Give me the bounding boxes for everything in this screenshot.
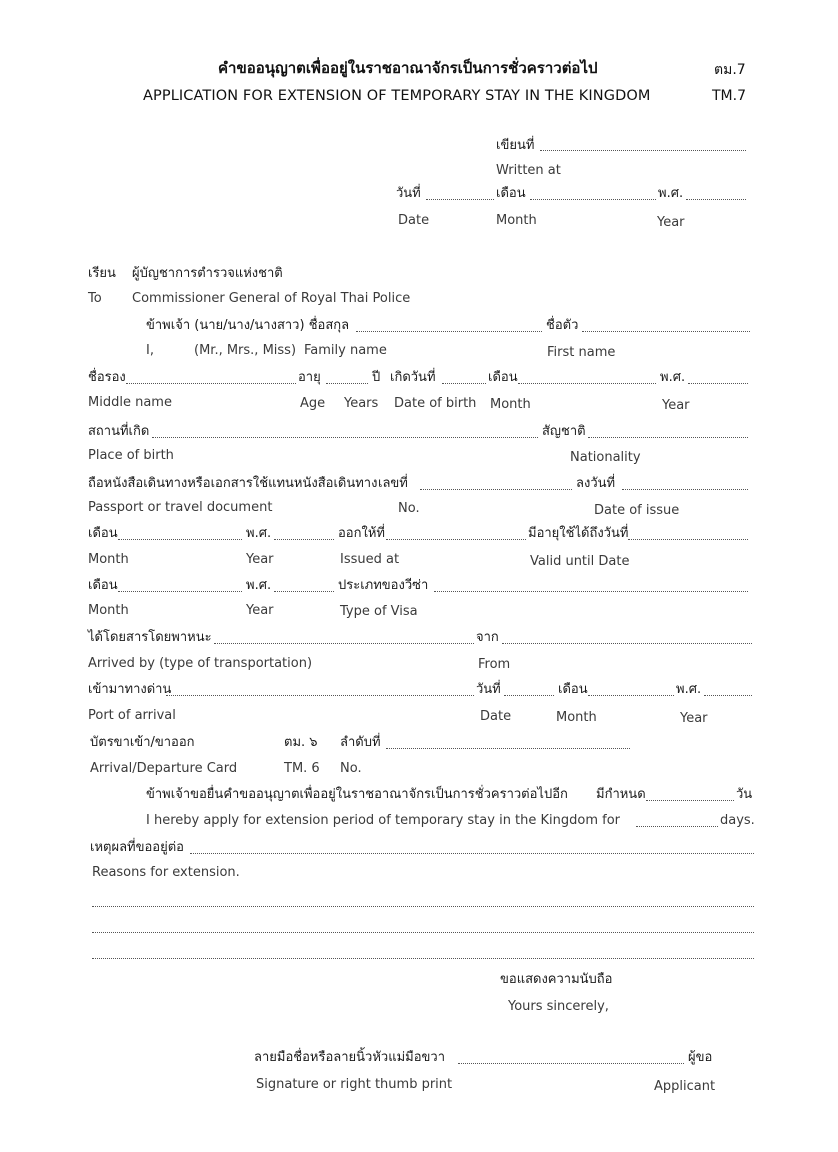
age-label-thai: อายุ: [298, 370, 321, 385]
from-field[interactable]: [502, 643, 752, 644]
year-label-thai: พ.ศ.: [658, 186, 684, 201]
family-name-label: Family name: [304, 343, 387, 358]
card-number-field[interactable]: [386, 748, 630, 749]
applicant-name-label-thai: ข้าพเจ้า (นาย/นาง/นางสาว) ชื่อสกุล: [146, 318, 350, 333]
card-label-thai: บัตรขาเข้า/ขาออก: [90, 735, 195, 750]
written-at-label-thai: เขียนที่: [496, 138, 535, 153]
recipient: Commissioner General of Royal Thai Police: [132, 291, 411, 306]
issued-at-label: Issued at: [340, 552, 400, 567]
dob-year-field[interactable]: [688, 383, 748, 384]
month-label-thai: เดือน: [496, 186, 526, 201]
place-of-birth-label: Place of birth: [88, 448, 174, 463]
written-at-label: Written at: [496, 163, 561, 178]
valid-until-label-thai: มีอายุใช้ได้ถึงวันที่: [528, 526, 629, 541]
issue-month-field[interactable]: [118, 539, 242, 540]
visa-type-field[interactable]: [434, 591, 748, 592]
passport-label: Passport or travel document: [88, 500, 273, 515]
tm6-label: TM. 6: [284, 761, 320, 776]
passport-no-label-thai: เลขที่: [378, 476, 408, 491]
dob-label-thai: เกิดวันที่: [390, 370, 436, 385]
date-month-field[interactable]: [530, 199, 656, 200]
applicant-label-thai: ผู้ขอ: [688, 1050, 713, 1065]
arrival-month-label: Month: [556, 710, 597, 725]
family-name-field[interactable]: [356, 331, 542, 332]
dob-label: Date of birth: [394, 396, 477, 411]
transportation-field[interactable]: [214, 643, 474, 644]
dob-year-label-thai: พ.ศ.: [660, 370, 686, 385]
visa-type-label: Type of Visa: [340, 604, 418, 619]
issue-month-label: Month: [88, 552, 129, 567]
signature-label-thai: ลายมือชื่อหรือลายนิ้วหัวแม่มือขวา: [254, 1050, 446, 1065]
written-at-field[interactable]: [540, 150, 746, 151]
first-name-field[interactable]: [582, 331, 750, 332]
date-year-field[interactable]: [686, 199, 746, 200]
visa-month-label: Month: [88, 603, 129, 618]
years-label-thai: ปี: [372, 370, 381, 385]
arrival-year-label-thai: พ.ศ.: [676, 682, 702, 697]
issue-date-label: Date of issue: [594, 503, 680, 518]
dob-month-field[interactable]: [518, 383, 656, 384]
signature-field[interactable]: [458, 1063, 684, 1064]
signature-label: Signature or right thumb print: [256, 1077, 453, 1092]
form-title-thai: คำขออนุญาตเพื่ออยู่ในราชอาณาจักรเป็นการชั่วคราวต่อไป: [218, 59, 598, 77]
arrival-date-label: Date: [480, 709, 512, 724]
issue-date-field[interactable]: [622, 489, 748, 490]
tm6-label-thai: ตม. ๖: [284, 735, 318, 750]
issued-at-label-thai: ออกให้ที่: [338, 526, 385, 541]
dob-year-label: Year: [662, 398, 690, 413]
date-day-field[interactable]: [426, 199, 494, 200]
nationality-label: Nationality: [570, 450, 641, 465]
reasons-field-line-4[interactable]: [92, 958, 754, 959]
arrival-year-label: Year: [680, 711, 708, 726]
form-title-english: APPLICATION FOR EXTENSION OF TEMPORARY STAY IN THE KINGDOM: [143, 88, 651, 104]
passport-label-thai: ถือหนังสือเดินทางหรือเอกสารใช้แทนหนังสือเดินทาง: [88, 476, 378, 491]
form-code-thai: ตม.7: [714, 62, 746, 78]
visa-year-label-thai: พ.ศ.: [246, 578, 272, 593]
port-label: Port of arrival: [88, 708, 176, 723]
closing-thai: ขอแสดงความนับถือ: [500, 972, 613, 987]
middle-name-label-thai: ชื่อรอง: [88, 370, 126, 385]
valid-until-label: Valid until Date: [530, 554, 630, 569]
to-label-thai: เรียน: [88, 266, 116, 281]
issue-year-label: Year: [246, 552, 274, 567]
first-name-label: First name: [547, 345, 616, 360]
closing: Yours sincerely,: [508, 999, 609, 1014]
visa-month-label-thai: เดือน: [88, 578, 118, 593]
visa-year-label: Year: [246, 603, 274, 618]
visa-month-field[interactable]: [118, 591, 242, 592]
place-of-birth-label-thai: สถานที่เกิด: [88, 424, 150, 439]
from-label-thai: จาก: [476, 630, 499, 645]
middle-name-label: Middle name: [88, 395, 172, 410]
middle-name-field[interactable]: [126, 383, 296, 384]
to-label: To: [88, 291, 102, 306]
first-name-label-thai: ชื่อตัว: [546, 318, 579, 333]
passport-number-field[interactable]: [420, 489, 572, 490]
issue-month-label-thai: เดือน: [88, 526, 118, 541]
port-label-thai: เข้ามาทางด่าน: [88, 682, 172, 697]
issue-date-label-thai: ลงวันที่: [576, 476, 616, 491]
days-label-thai: วัน: [736, 787, 753, 802]
arrival-month-label-thai: เดือน: [558, 682, 588, 697]
period-label-thai: มีกำหนด: [596, 787, 646, 802]
arrived-by-label-thai: ได้โดยสารโดยพาหนะ: [88, 630, 212, 645]
period-days-field-thai[interactable]: [646, 800, 734, 801]
nationality-field[interactable]: [588, 437, 748, 438]
period-days-field[interactable]: [636, 826, 718, 827]
form-code-english: TM.7: [712, 88, 746, 104]
dob-month-label-thai: เดือน: [488, 370, 518, 385]
arrival-month-field[interactable]: [588, 695, 674, 696]
from-label: From: [478, 657, 511, 672]
reasons-field-line-2[interactable]: [92, 906, 754, 907]
nationality-label-thai: สัญชาติ: [542, 424, 586, 439]
apply-statement-thai: ข้าพเจ้าขอยื่นคำขออนุญาตเพื่ออยู่ในราชอาณาจักรเป็นการชั่วคราวต่อไปอีก: [146, 787, 568, 802]
years-label: Years: [344, 396, 379, 411]
reasons-label-thai: เหตุผลที่ขออยู่ต่อ: [90, 840, 184, 855]
dob-month-label: Month: [490, 397, 531, 412]
date-label-thai: วันที่: [396, 186, 421, 201]
year-label: Year: [657, 215, 685, 230]
apply-statement: I hereby apply for extension period of temporary stay in the Kingdom for: [146, 813, 621, 828]
issue-year-label-thai: พ.ศ.: [246, 526, 272, 541]
visa-type-label-thai: ประเภทของวีซ่า: [338, 578, 429, 593]
age-label: Age: [300, 396, 326, 411]
dob-day-field[interactable]: [442, 383, 486, 384]
applicant-label: Applicant: [654, 1079, 716, 1094]
reasons-label: Reasons for extension.: [92, 865, 240, 880]
arrival-year-field[interactable]: [704, 695, 752, 696]
recipient-thai: ผู้บัญชาการตำรวจแห่งชาติ: [132, 266, 283, 281]
arrived-by-label: Arrived by (type of transportation): [88, 656, 313, 671]
i-label: I,: [146, 343, 154, 358]
title-label: (Mr., Mrs., Miss): [194, 343, 297, 358]
card-no-label-thai: ลำดับที่: [340, 735, 381, 750]
reasons-field-line-1[interactable]: [190, 853, 754, 854]
age-field[interactable]: [326, 383, 368, 384]
date-label: Date: [398, 213, 430, 228]
port-of-arrival-field[interactable]: [166, 695, 474, 696]
month-label: Month: [496, 213, 537, 228]
arrival-date-field[interactable]: [504, 695, 554, 696]
arrival-date-label-thai: วันที่: [476, 682, 501, 697]
card-no-label: No.: [340, 761, 362, 776]
passport-no-label: No.: [398, 501, 420, 516]
reasons-field-line-3[interactable]: [92, 932, 754, 933]
issue-year-field[interactable]: [274, 539, 334, 540]
issued-at-field[interactable]: [386, 539, 526, 540]
days-label: days.: [720, 813, 755, 828]
visa-year-field[interactable]: [274, 591, 334, 592]
card-label: Arrival/Departure Card: [90, 761, 238, 776]
valid-until-field[interactable]: [628, 539, 748, 540]
place-of-birth-field[interactable]: [152, 437, 538, 438]
